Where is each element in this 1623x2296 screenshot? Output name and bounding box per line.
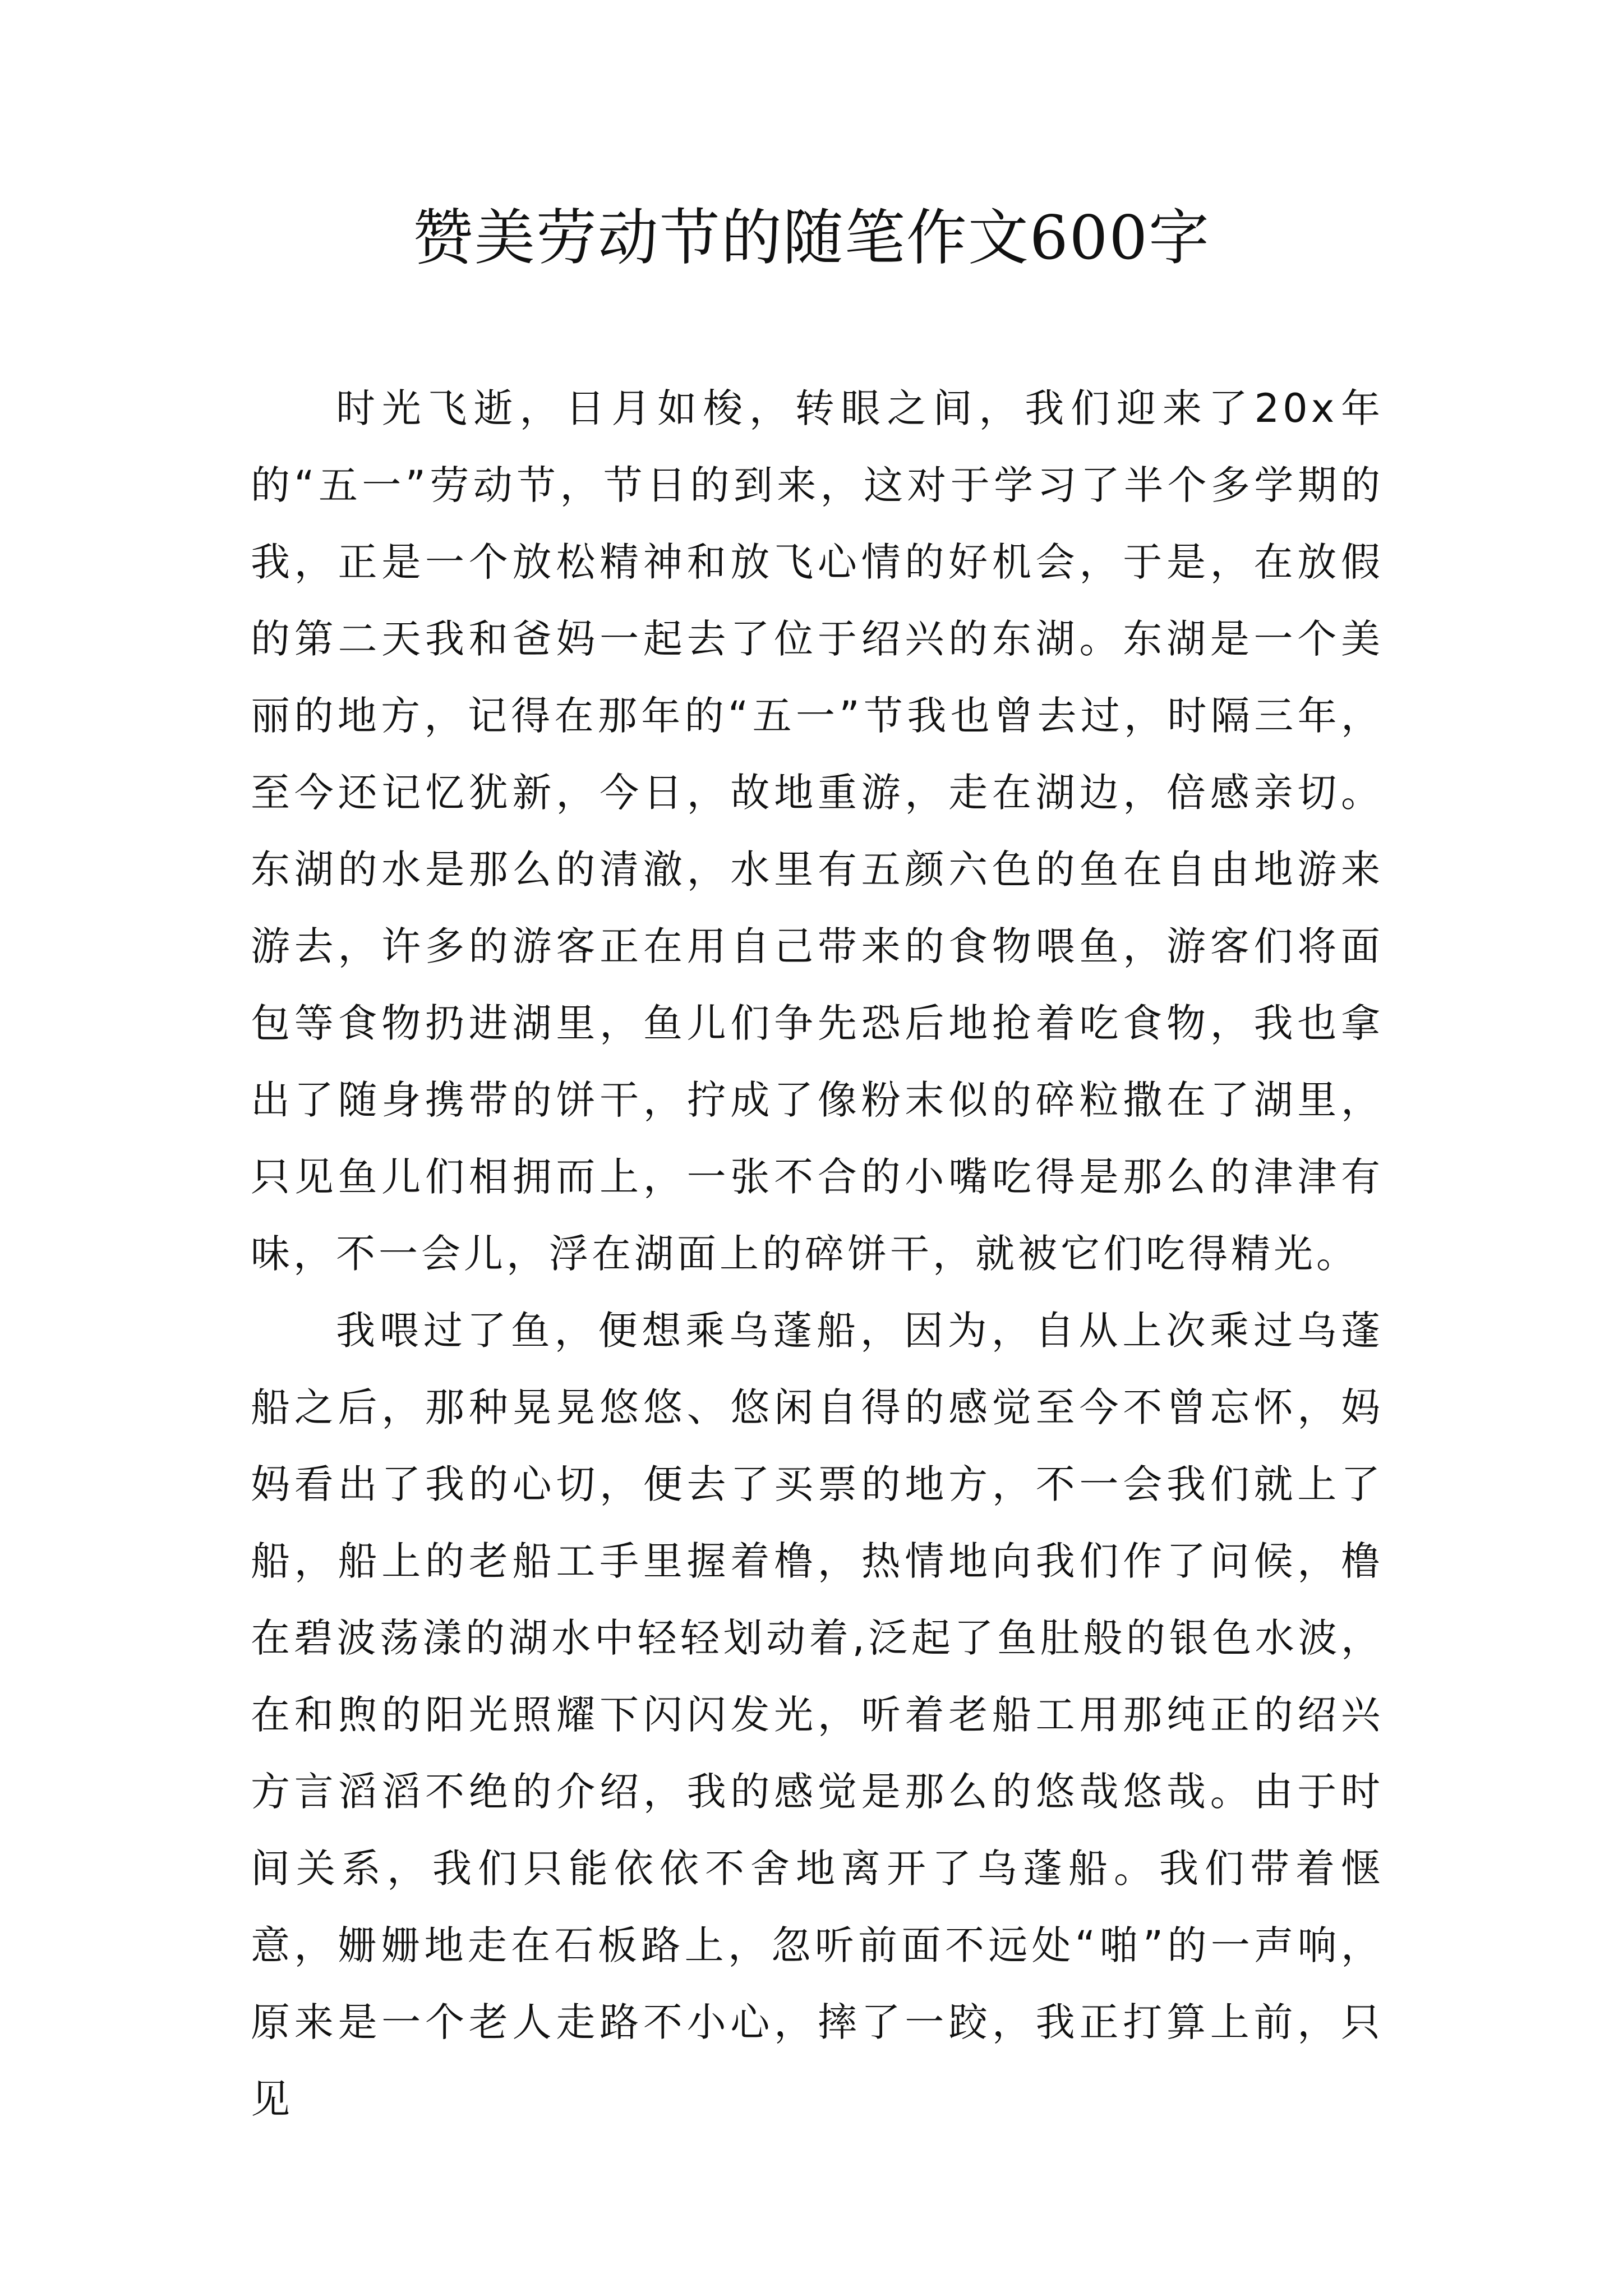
paragraph-1: 时光飞逝，日月如梭，转眼之间，我们迎来了20x年的“五一”劳动节，节日的到来，这对于学习了半个多学期的我，正是一个放松精神和放飞心情的好机会，于是，在放假的第二天我和爸妈一起去了位于绍兴的东湖。东湖是一个美丽的地方，记得在那年的“五一”节我也曾去过，时隔三年，至今还记忆犹新，今日，故地重游，走在湖边，倍感亲切。东湖的水是那么的清澈，水里有五颜六色的鱼在自由地游来游去，许多的游客正在用自己带来的食物喂鱼，游客们将面包等食物扔进湖里，鱼儿们争先恐后地抢着吃食物，我也拿出了随身携带的饼干，拧成了像粉末似的碎粒撒在了湖里，只见鱼儿们相拥而上，一张不合的小嘴吃得是那么的津津有味，不一会儿，浮在湖面上的碎饼干，就被它们吃得精光。 (251, 385, 1384, 1277)
document-body (251, 370, 1384, 2138)
document-title: 赞美劳动节的随笔作文600字 (412, 203, 1211, 273)
paragraph-2: 我喂过了鱼，便想乘乌蓬船，因为，自从上次乘过乌蓬船之后，那种晃晃悠悠、悠闲自得的感觉至今不曾忘怀，妈妈看出了我的心切，便去了买票的地方，不一会我们就上了船，船上的老船工手里握着橹，热情地向我们作了问候，橹在碧波荡漾的湖水中轻轻划动着,泛起了鱼肚般的银色水波，在和煦的阳光照耀下闪闪发光，听着老船工用那纯正的绍兴方言滔滔不绝的介绍，我的感觉是那么的悠哉悠哉。由于时间关系，我们只能依依不舍地离开了乌蓬船。我们带着惬意，姗姗地走在石板路上，忽听前面不远处“啪”的一声响，原来是一个老人走路不小心，摔了一跤，我正打算上前，只见 (251, 1308, 1384, 2122)
